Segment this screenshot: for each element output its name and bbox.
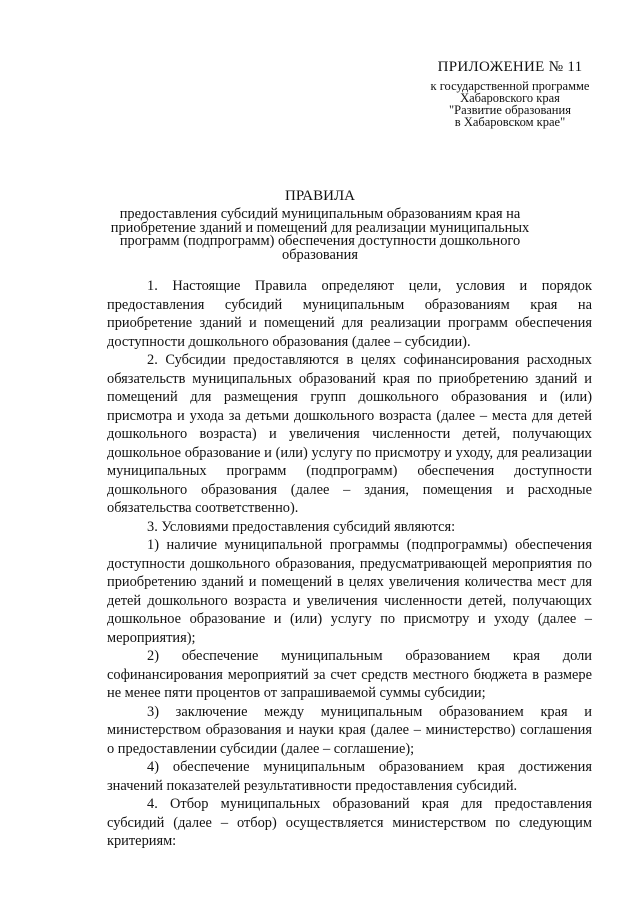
paragraph-3: 3. Условиями предоставления субсидий являются: <box>147 518 456 535</box>
paragraph-2: 2. Субсидии предоставляются в целях софинансирования расходных обязательств муниципальных образований края по приобретению зданий и помещений для размещения групп дошкольного образования и (или) присмотра и ухода за детьми дошкольного возраста (далее – места для детей дошкольного возраста) и увеличения численности детей, получающих дошкольное образование и (или) услугу по присмотру и уходу, для реализации муниципальных программ (подпрограмм) обеспечения доступности дошкольного образования (далее – здания, помещения и расходные обязательства соответственно). <box>107 352 592 516</box>
condition-1: 1) наличие муниципальной программы (подпрограммы) обеспечения доступности дошкольного образования, предусматривающей мероприятия по приобретению зданий и помещений в целях увеличения количества мест для детей дошкольного возраста и увеличения численности детей, получающих дошкольное образование и (или) услугу по присмотру и уходу (далее – мероприятия); <box>107 537 592 646</box>
appendix-title: ПРИЛОЖЕНИЕ № 11 <box>437 59 583 75</box>
condition-4: 4) обеспечение муниципальным образованием края достижения значений показателей результативности предоставления субсидий. <box>107 759 592 794</box>
appendix-line: "Развитие образования <box>449 103 571 117</box>
condition-3: 3) заключение между муниципальным образованием края и министерством образования и науки края (далее – министерство) соглашения о предоставлении субсидии (далее – соглашение); <box>107 703 592 757</box>
appendix-line: к государственной программе <box>430 79 590 93</box>
appendix-header <box>395 58 625 128</box>
paragraph-1: 1. Настоящие Правила определяют цели, условия и порядок предоставления субсидий муниципальным образованиям края на приобретение зданий и помещений для реализации программ обеспечения доступности дошкольного образования (далее – субсидии). <box>107 278 592 350</box>
rules-subtitle: предоставления субсидий муниципальным образованиям края на приобретение зданий и помещений для реализации муниципальных программ (подпрограмм) обеспечения доступности дошкольного образования <box>110 206 530 263</box>
appendix-line: Хабаровского края <box>460 91 560 105</box>
document-body <box>107 277 592 851</box>
paragraph-4: 4. Отбор муниципальных образований края для предоставления субсидий (далее – отбор) осуществляется министерством по следующим критериям: <box>107 796 592 849</box>
condition-2: 2) обеспечение муниципальным образованием края доли софинансирования мероприятий за счет средств местного бюджета в размере не менее пяти процентов от запрашиваемой суммы субсидии; <box>107 648 592 701</box>
appendix-line: в Хабаровском крае" <box>454 115 566 129</box>
rules-title: ПРАВИЛА <box>285 188 355 204</box>
